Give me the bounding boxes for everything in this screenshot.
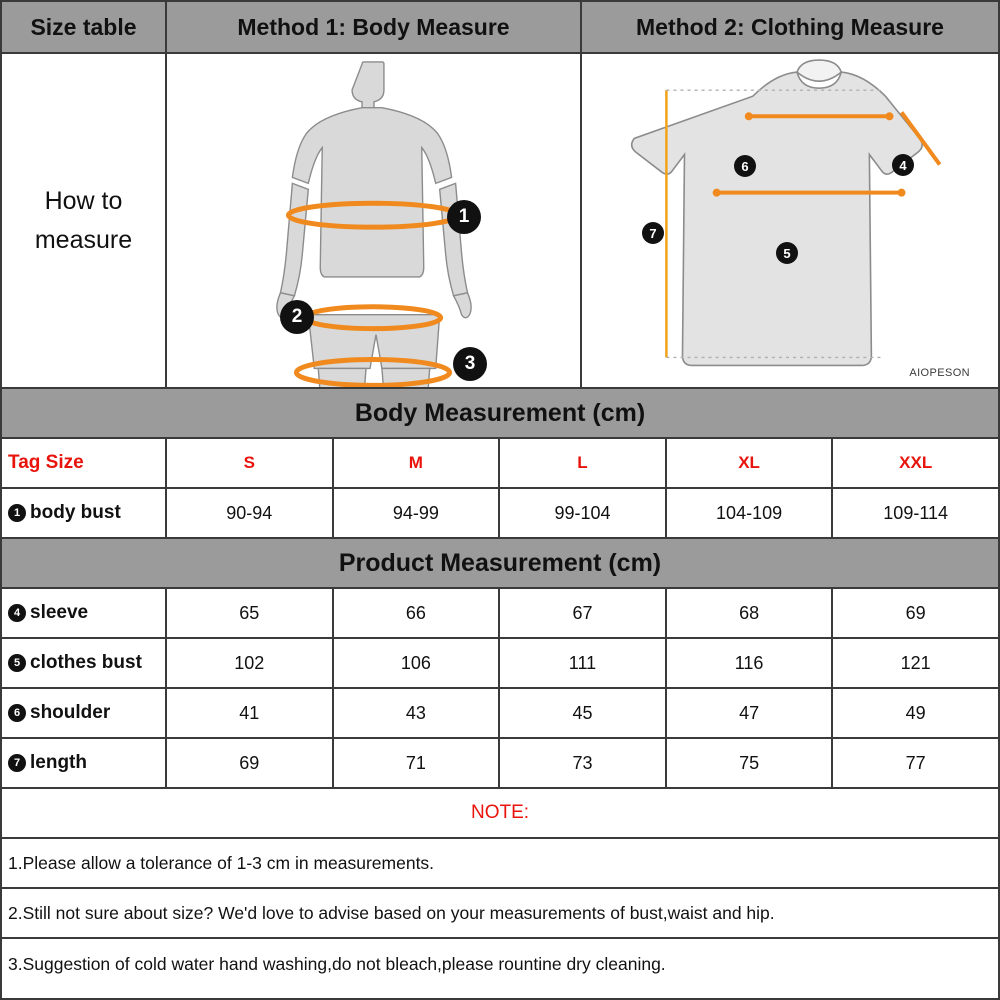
clothing-callout-6: 6 xyxy=(734,155,756,177)
cell-length-l: 73 xyxy=(500,739,667,787)
cell-length-xl: 75 xyxy=(667,739,834,787)
cell-body-bust-m: 94-99 xyxy=(334,489,501,537)
tag-size-header-row xyxy=(2,439,998,489)
cell-body-bust-xxl: 109-114 xyxy=(883,502,949,523)
header-method-2: Method 2: Clothing Measure xyxy=(582,2,998,52)
body-figure-icon xyxy=(167,54,580,387)
row-label-sleeve xyxy=(2,589,167,637)
cell-length-xxl: 77 xyxy=(905,752,926,773)
row-label-text: clothes bust xyxy=(30,652,142,673)
cell-sleeve-xxl: 69 xyxy=(905,602,926,623)
clothing-measure-figure-cell xyxy=(582,54,998,387)
cell-body-bust-xl: 104-109 xyxy=(667,489,834,537)
table-row-shoulder xyxy=(2,689,998,739)
cell-sleeve-s: 65 xyxy=(167,589,334,637)
tshirt-figure-icon xyxy=(582,54,998,391)
how-to-measure-cell xyxy=(2,54,167,387)
note-line-1: 1.Please allow a tolerance of 1-3 cm in measurements. xyxy=(2,839,998,889)
number-badge-5: 5 xyxy=(8,654,26,672)
row-label-text: shoulder xyxy=(30,702,111,723)
table-row-length xyxy=(2,739,998,789)
table-row-body-bust xyxy=(2,489,998,539)
cell-sleeve-l: 67 xyxy=(500,589,667,637)
cell-clothes-bust-l: 111 xyxy=(500,639,667,687)
table-row-clothes-bust xyxy=(2,639,998,689)
header-method-1: Method 1: Body Measure xyxy=(167,2,582,52)
note-line-2: 2.Still not sure about size? We'd love to advise based on your measurements of bust,waist and hip. xyxy=(2,889,998,939)
how-to-line-1: How to xyxy=(44,186,123,215)
row-label-clothes-bust xyxy=(2,639,167,687)
how-to-measure-text xyxy=(35,182,132,260)
body-measurement-title: Body Measurement (cm) xyxy=(2,389,998,439)
row-label-shoulder xyxy=(2,689,167,737)
cell-shoulder-m: 43 xyxy=(334,689,501,737)
row-label-text: length xyxy=(30,752,87,773)
cell-sleeve-xl: 68 xyxy=(667,589,834,637)
cell-length-s: 69 xyxy=(167,739,334,787)
row-label-text: sleeve xyxy=(30,602,89,623)
illustration-row xyxy=(2,54,998,389)
cell-shoulder-l: 45 xyxy=(500,689,667,737)
body-measure-figure-cell xyxy=(167,54,582,387)
row-label-body-bust xyxy=(2,489,167,537)
brand-watermark: AIOPESON xyxy=(909,367,970,379)
cell-body-bust-s: 90-94 xyxy=(167,489,334,537)
cell-clothes-bust-s: 102 xyxy=(167,639,334,687)
body-callout-3: 3 xyxy=(453,347,487,381)
how-to-line-2: measure xyxy=(34,225,133,254)
size-header-l: L xyxy=(500,439,667,487)
product-measurement-title: Product Measurement (cm) xyxy=(2,539,998,589)
row-label-length xyxy=(2,739,167,787)
body-callout-1: 1 xyxy=(447,200,481,234)
size-header-s: S xyxy=(167,439,334,487)
cell-shoulder-xl: 47 xyxy=(667,689,834,737)
note-title: NOTE: xyxy=(2,789,998,839)
clothing-callout-4: 4 xyxy=(892,154,914,176)
cell-length-m: 71 xyxy=(334,739,501,787)
number-badge-6: 6 xyxy=(8,704,26,722)
number-badge-7: 7 xyxy=(8,754,26,772)
cell-sleeve-m: 66 xyxy=(334,589,501,637)
clothing-callout-5: 5 xyxy=(776,242,798,264)
cell-shoulder-s: 41 xyxy=(167,689,334,737)
cell-clothes-bust-xxl: 121 xyxy=(900,652,931,673)
table-row-sleeve xyxy=(2,589,998,639)
body-callout-2: 2 xyxy=(280,300,314,334)
row-label-text: body bust xyxy=(30,502,121,523)
cell-clothes-bust-xl: 116 xyxy=(667,639,834,687)
tag-size-label: Tag Size xyxy=(2,439,167,487)
size-header-xxl: XXL xyxy=(899,453,933,472)
cell-shoulder-xxl: 49 xyxy=(905,702,926,723)
clothing-callout-7: 7 xyxy=(642,222,664,244)
header-row xyxy=(2,2,998,54)
cell-body-bust-l: 99-104 xyxy=(500,489,667,537)
number-badge-1: 1 xyxy=(8,504,26,522)
number-badge-4: 4 xyxy=(8,604,26,622)
size-header-xl: XL xyxy=(667,439,834,487)
note-line-3: 3.Suggestion of cold water hand washing,do not bleach,please rountine dry cleaning. xyxy=(8,953,666,974)
header-size-table: Size table xyxy=(2,2,167,52)
cell-clothes-bust-m: 106 xyxy=(334,639,501,687)
size-header-m: M xyxy=(334,439,501,487)
